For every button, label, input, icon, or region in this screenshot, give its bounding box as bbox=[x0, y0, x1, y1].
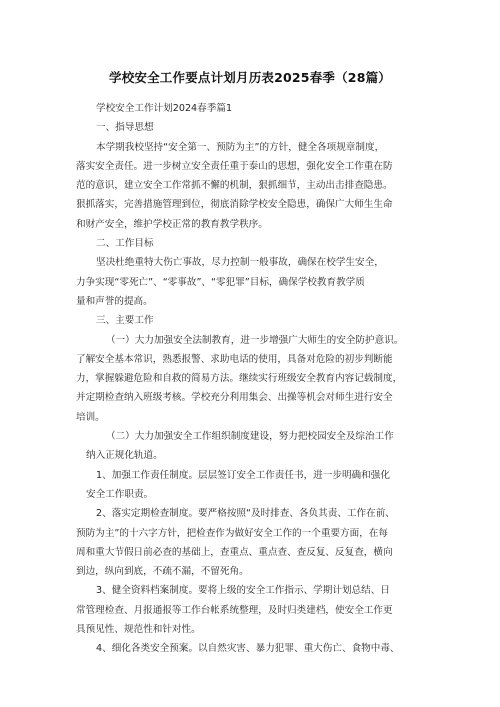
paragraph-line: 量和声誉的提高。 bbox=[76, 295, 153, 307]
paragraph-line: 常管理检查、月报通报等工作台帐系统整理，及时归类建档，使安全工作更 bbox=[76, 604, 393, 616]
paragraph-line: 培训。 bbox=[76, 411, 105, 423]
paragraph-line: 坚决杜绝重特大伤亡事故，尽力控制一般事故，确保在校学生安全， bbox=[96, 257, 384, 269]
paragraph-line: 纳入正规化轨道。 bbox=[86, 450, 163, 462]
paragraph-line: 本学期我校坚持“安全第一、预防为主”的方针，健全各项规章制度， bbox=[96, 141, 385, 153]
paragraph-line: 预防为主”的十六字方针，把检查作为做好安全工作的一个重要方面，在每 bbox=[76, 527, 388, 539]
paragraph-line: 安全工作职责。 bbox=[86, 488, 154, 500]
subsection-heading: 三、主要工作 bbox=[96, 315, 154, 327]
paragraph-line: 2、落实定期检查制度。要严格按照“及时排查、各负其责、工作在前、 bbox=[96, 508, 395, 520]
subsection-heading: 一、指导思想 bbox=[96, 122, 154, 134]
paragraph-line: （一）大力加强安全法制教育，进一步增强广大师生的安全防护意识。 bbox=[106, 334, 404, 346]
paragraph-line: 了解安全基本常识，熟悉报警、求助电话的使用，具备对危险的初步判断能 bbox=[76, 353, 393, 365]
subsection-heading: 二、工作目标 bbox=[96, 238, 154, 250]
paragraph-line: 具预见性、规范性和针对性。 bbox=[76, 624, 201, 636]
document-body bbox=[76, 99, 436, 659]
paragraph-line: 狠抓落实，完善措施管理到位，彻底消除学校安全隐患，确保广大师生生命 bbox=[76, 199, 393, 211]
paragraph-line: 落实安全责任。进一步树立安全责任重于泰山的思想，强化安全工作重在防 bbox=[76, 160, 393, 172]
paragraph-line: 3、健全资料档案制度。要将上级的安全工作指示、学期计划总结、日 bbox=[96, 585, 390, 597]
section-heading: 学校安全工作计划2024春季篇1 bbox=[96, 103, 233, 114]
paragraph-line: 周和重大节假日前必查的基础上，查重点、重点查、查反复、反复查，横向 bbox=[76, 546, 393, 558]
paragraph-line: （二）大力加强安全工作组织制度建设，努力把校园安全及综治工作 bbox=[106, 431, 394, 443]
paragraph-line: 和财产安全，维护学校正常的教育教学秩序。 bbox=[76, 218, 268, 230]
paragraph-line: 力，掌握躲避危险和自救的简易方法。继续实行班级安全教育内容记载制度， bbox=[76, 373, 403, 385]
paragraph-line: 力争实现“零死亡”、“零事故”、“零犯罪”目标，确保学校教育教学质 bbox=[76, 276, 365, 288]
paragraph-line: 1、加强工作责任制度。层层签订安全工作责任书，进一步明确和强化 bbox=[96, 469, 390, 481]
paragraph-line: 并定期检查纳入班级考核。学校充分利用集会、出操等机会对师生进行安全 bbox=[76, 392, 393, 404]
paragraph-line: 4、细化各类安全预案。以自然灾害、暴力犯罪、重大伤亡、食物中毒、 bbox=[96, 643, 400, 655]
paragraph-line: 到边，纵向到底，不疏不漏，不留死角。 bbox=[76, 566, 249, 578]
document-title: 学校安全工作要点计划月历表2025春季（28篇） bbox=[109, 70, 391, 85]
paragraph-line: 范的意识，建立安全工作常抓不懈的机制，狠抓细节，主动出击排查隐患。 bbox=[76, 180, 393, 192]
